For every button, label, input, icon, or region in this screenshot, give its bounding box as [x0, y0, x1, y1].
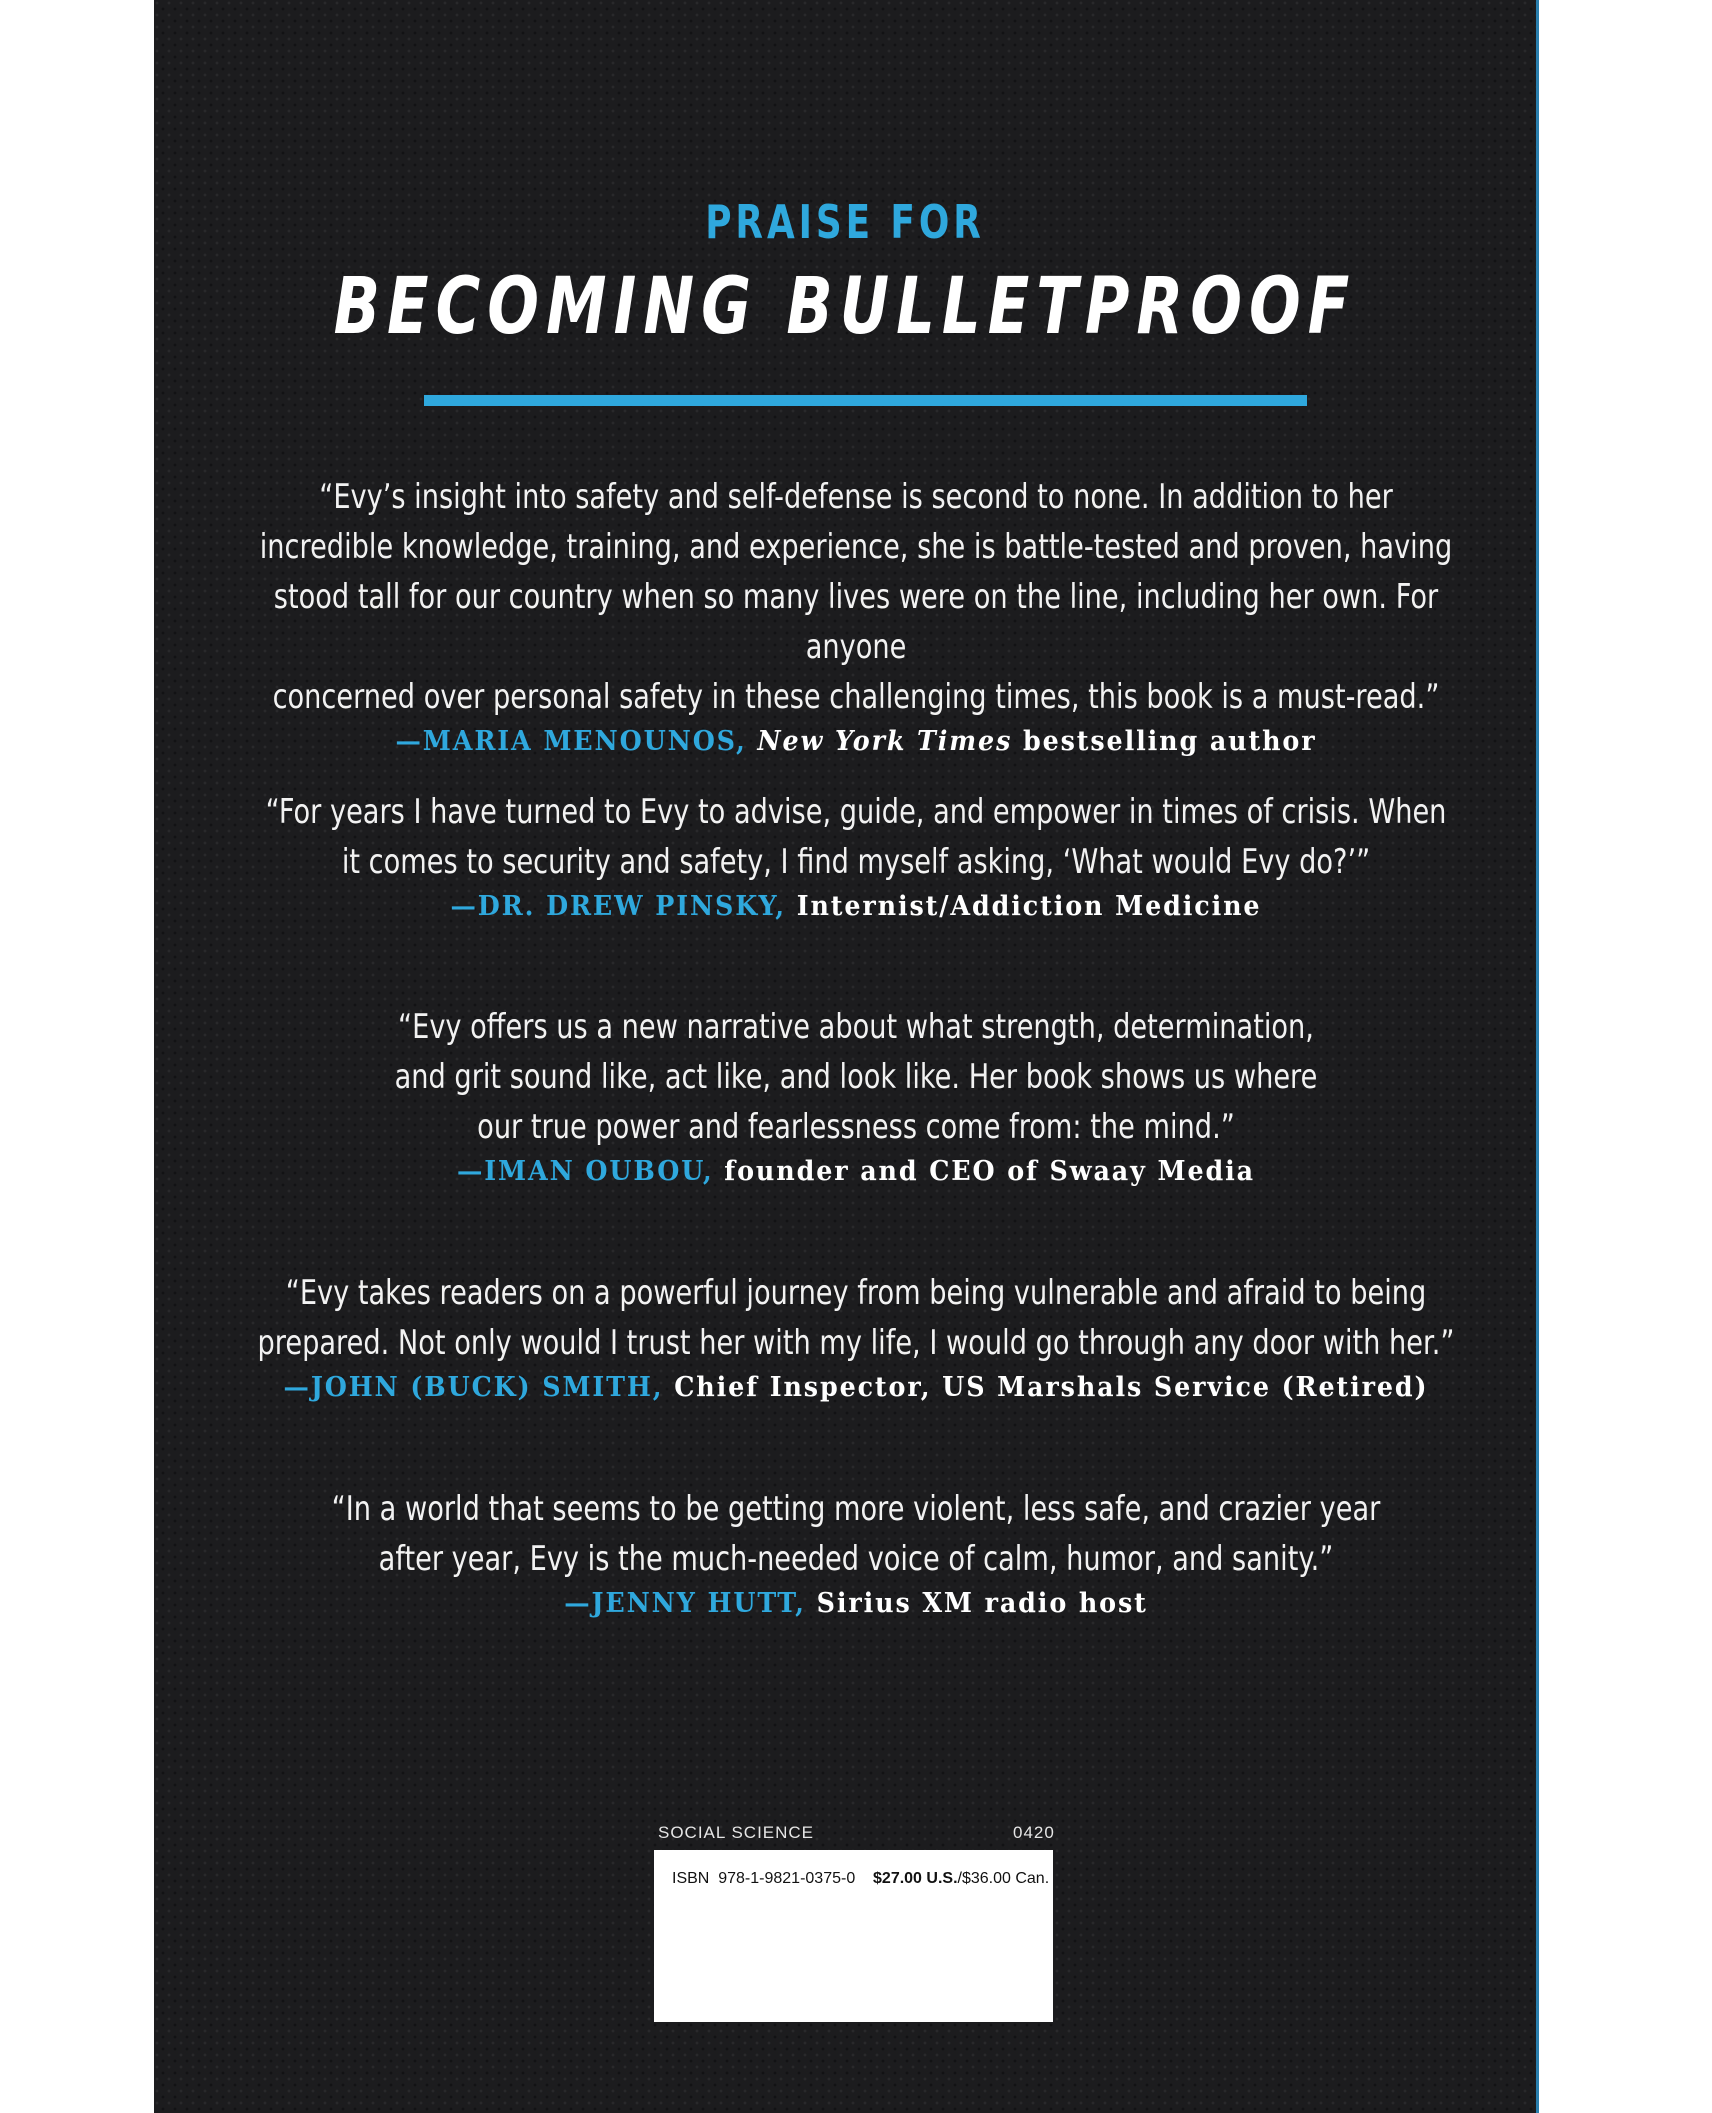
attribution-name: —JENNY HUTT,: [564, 1588, 806, 1619]
attribution-role: Sirius XM radio host: [816, 1588, 1148, 1619]
praise-quote-4: [0, 1268, 1712, 1403]
quote-attribution: [51, 1588, 1660, 1619]
attribution-name: —MARIA MENOUNOS,: [395, 726, 747, 757]
quote-attribution: [51, 726, 1660, 757]
praise-quote-1: [0, 472, 1712, 757]
praise-quote-3: [0, 1002, 1712, 1187]
isbn-line: [672, 1870, 1049, 1888]
attribution-name: —DR. DREW PINSKY,: [450, 891, 786, 922]
quote-text: “In a world that seems to be getting more violent, less safe, and crazier year after year, Evy is the much-needed voice of calm, humor, and sanity.”: [331, 1489, 1381, 1579]
barcode-box: [654, 1850, 1053, 2022]
attribution-role: Internist/Addiction Medicine: [796, 891, 1262, 922]
quote-attribution: [51, 1156, 1660, 1187]
accent-rule: [424, 395, 1307, 406]
quote-text: “Evy’s insight into safety and self-defense is second to none. In addition to her incredible knowledge, training, and experience, she is battle-tested and proven, having stood tall for our country when so many lives were on the line, including her own. For anyone concerned over personal safety in these challenging times, this book is a must-read.”: [259, 477, 1453, 717]
attribution-name: —IMAN OUBOU,: [457, 1156, 714, 1187]
attribution-role-italic: New York Times: [757, 726, 1013, 757]
isbn-label: ISBN: [672, 1870, 710, 1887]
attribution-role: founder and CEO of Swaay Media: [724, 1156, 1255, 1187]
price-code-label: 0420: [1013, 1823, 1055, 1842]
attribution-role: Chief Inspector, US Marshals Service (Retired): [674, 1372, 1429, 1403]
quote-text: “For years I have turned to Evy to advise, guide, and empower in times of crisis. When it comes to security and safety, I find myself asking, ‘What would Evy do?’”: [265, 792, 1447, 882]
quote-attribution: [51, 891, 1660, 922]
category-label: SOCIAL SCIENCE: [658, 1823, 815, 1842]
praise-quote-5: [0, 1484, 1712, 1619]
quote-attribution: [51, 1372, 1660, 1403]
quote-text: “Evy takes readers on a powerful journey from being vulnerable and afraid to being prepared. Not only would I trust her with my life, I would go through any door with her.”: [257, 1273, 1455, 1363]
attribution-name: —JOHN (BUCK) SMITH,: [283, 1372, 664, 1403]
isbn-number: 978-1-9821-0375-0: [718, 1870, 856, 1887]
price-can: /$36.00 Can.: [957, 1870, 1050, 1887]
attribution-role: bestselling author: [1022, 726, 1317, 757]
praise-for-heading: PRAISE FOR: [705, 195, 985, 249]
price-us: $27.00 U.S.: [873, 1870, 958, 1887]
praise-quote-2: [0, 787, 1712, 922]
book-title: BECOMING BULLETPROOF: [333, 262, 1357, 352]
quote-text: “Evy offers us a new narrative about what strength, determination, and grit sound like, act like, and look like. Her book shows us where our true power and fearlessness come from: the mind.”: [394, 1007, 1318, 1147]
